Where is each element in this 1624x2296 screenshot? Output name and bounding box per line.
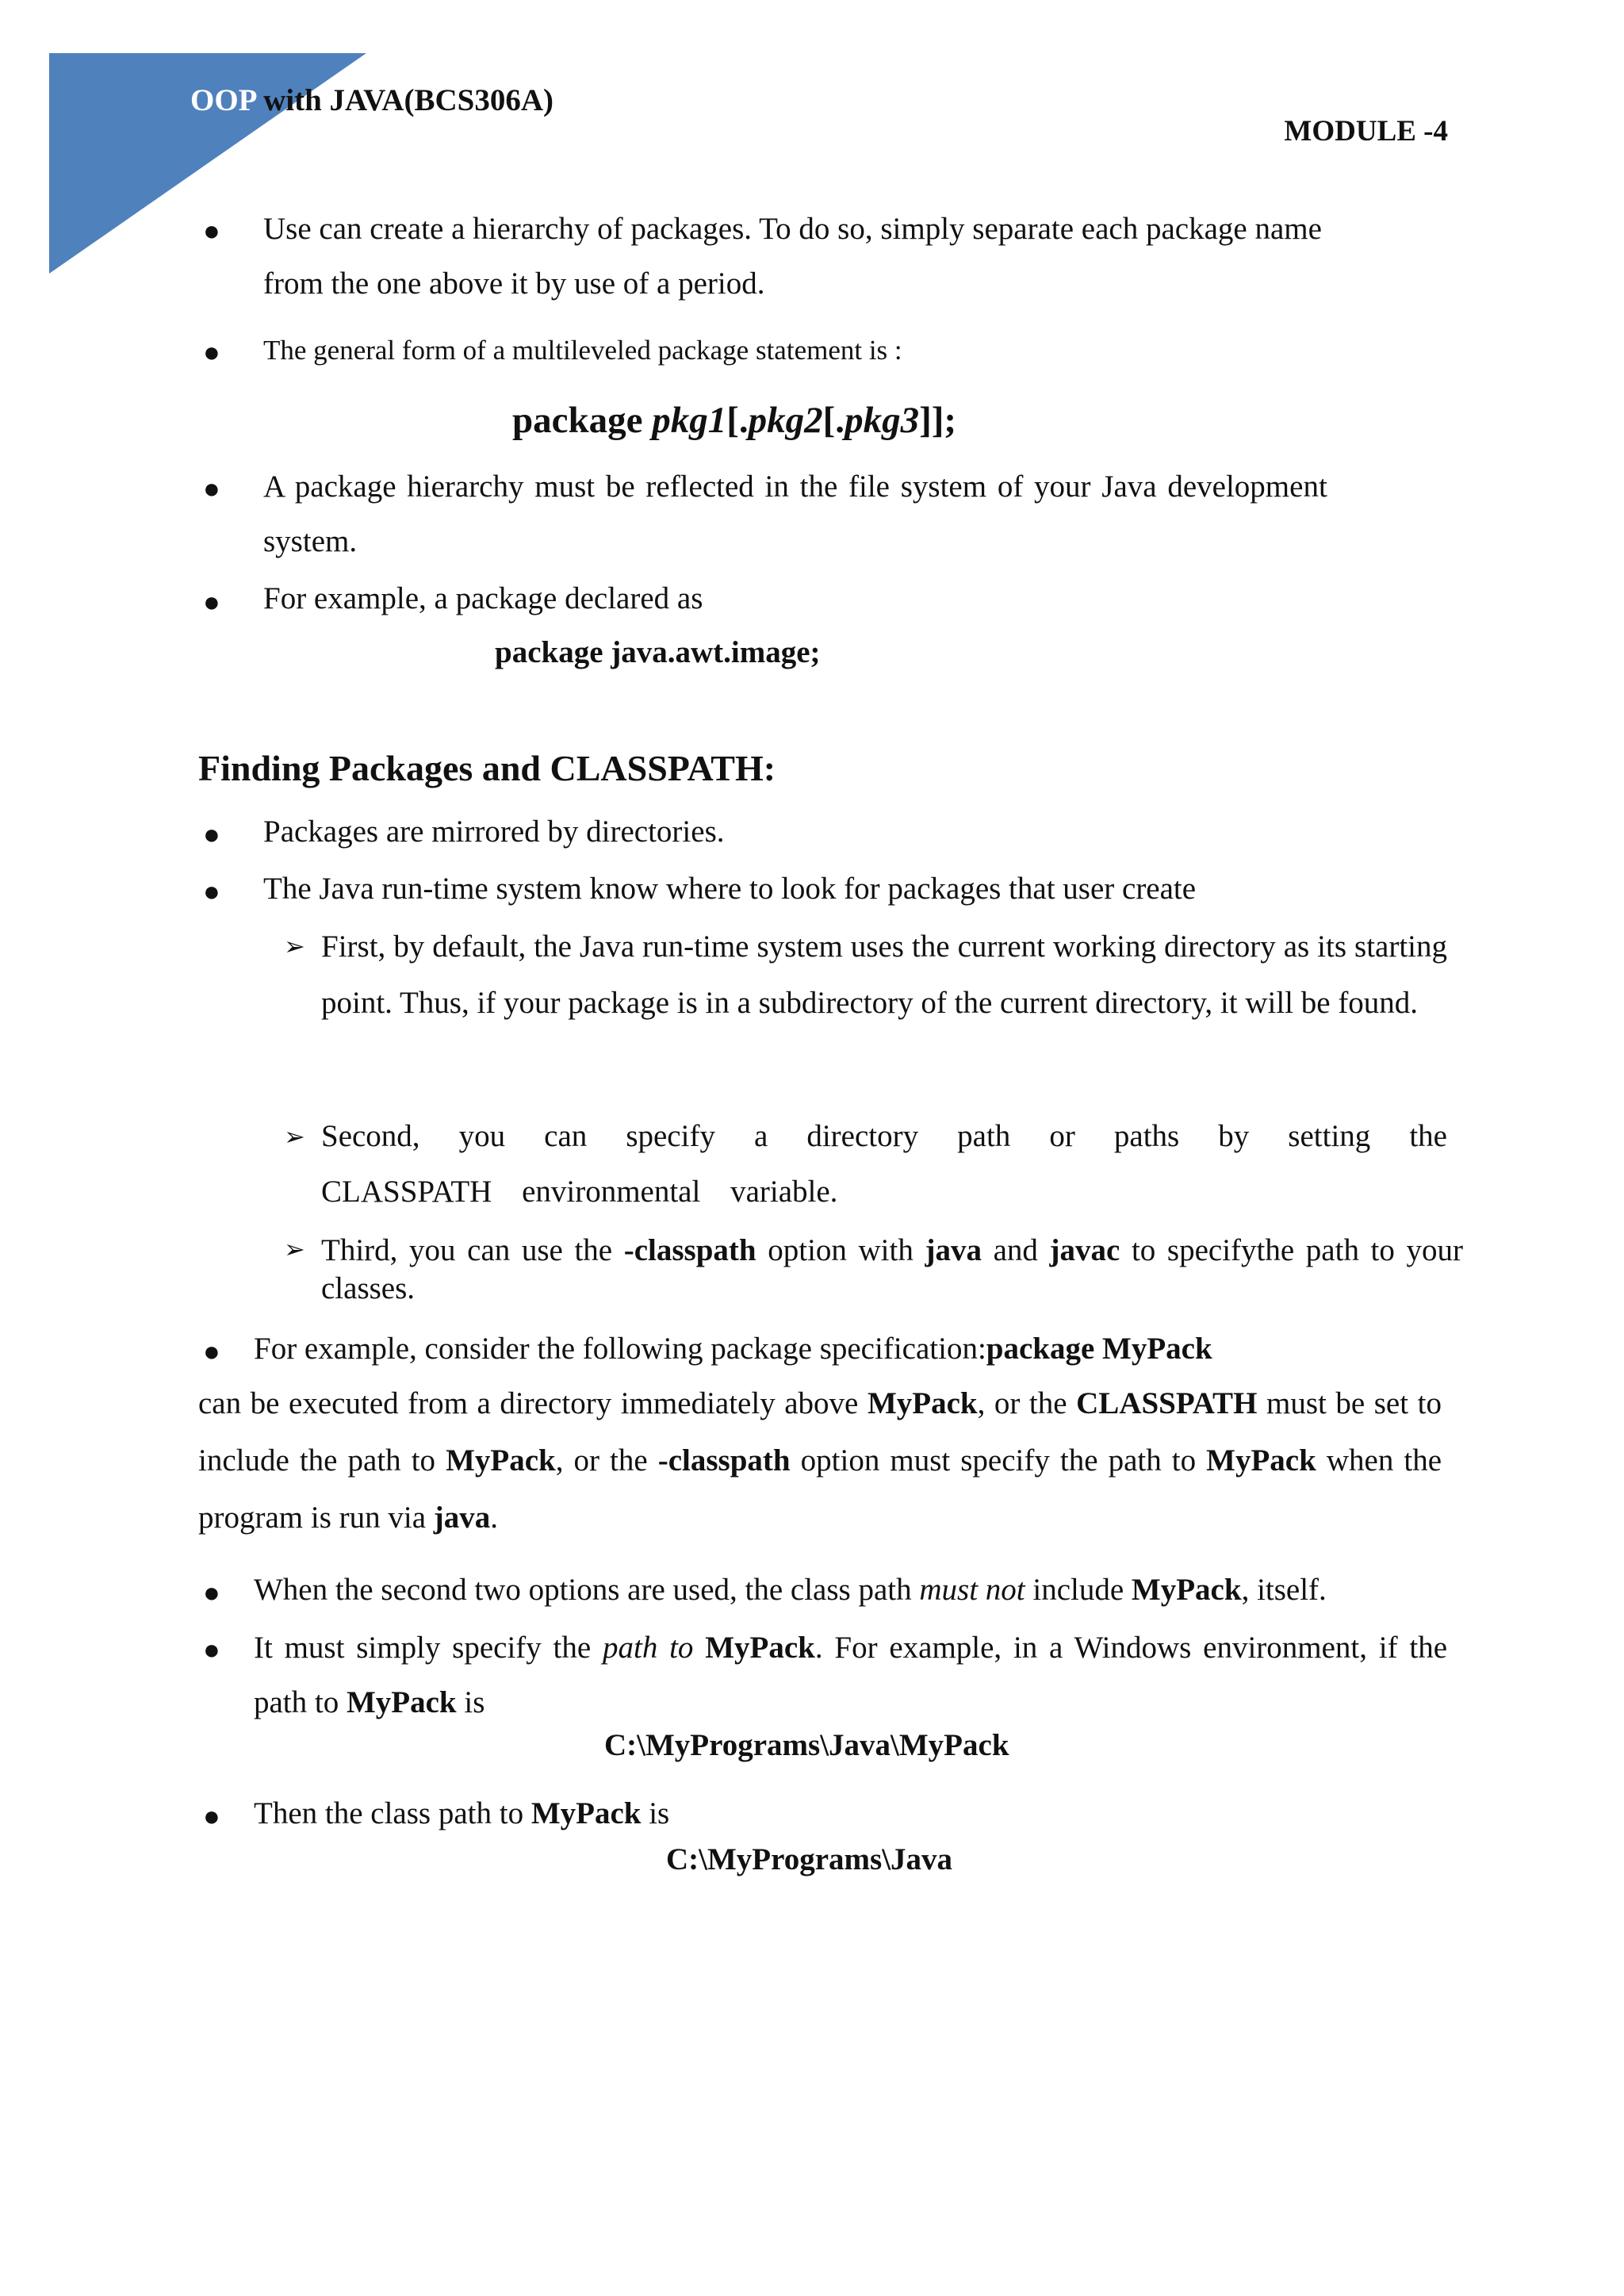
bullet-icon: ● — [203, 215, 220, 247]
paragraph: can be executed from a directory immediately above MyPack, or the CLASSPATH must be set to include the path to MyPack, or the -classpath option must specify the path to MyPack when the program is run via java. — [198, 1386, 1442, 1535]
sub-item-text: Second, you can specify a directory path or paths by setting the CLASSPATH environmental variable. — [321, 1119, 1447, 1209]
bullet-text: Use can create a hierarchy of packages. To do so, simply separate each package name from the one above it by use of a period. — [263, 212, 1322, 301]
bullet-text: When the second two options are used, the class path must not include MyPack, itself. — [254, 1573, 1327, 1607]
bullet-text: For example, a package declared as — [263, 581, 703, 615]
bullet-text: It must simply specify the path to MyPack. For example, in a Windows environment, if the path to MyPack is — [254, 1631, 1448, 1719]
bullet-text: A package hierarchy must be reflected in the file system of your Java development system. — [263, 470, 1327, 558]
classpath-example: C:\MyPrograms\Java — [666, 1842, 953, 1876]
bullet-icon: ● — [203, 336, 220, 368]
sub-item-text: First, by default, the Java run-time system uses the current working directory as its starting point. Thus, if your package is in a subdirectory of the current directory, it will be found. — [321, 930, 1447, 1020]
bullet-text: Packages are mirrored by directories. — [263, 815, 725, 849]
path-example: C:\MyPrograms\Java\MyPack — [604, 1728, 1009, 1762]
bullet-text: Then the class path to MyPack is — [254, 1796, 670, 1830]
example-declaration: package java.awt.image; — [495, 635, 821, 669]
package-syntax: package pkg1[.pkg2[.pkg3]]; — [512, 400, 957, 441]
bullet-text: For example, consider the following package specification:package MyPack — [254, 1332, 1212, 1366]
bullet-icon: ● — [203, 1336, 220, 1367]
bullet-icon: ● — [203, 818, 220, 850]
bullet-icon: ● — [203, 1577, 220, 1608]
course-title: OOP with JAVA(BCS306A) — [190, 83, 553, 117]
bullet-icon: ● — [203, 1800, 220, 1832]
arrow-bullet-icon: ➢ — [284, 932, 305, 960]
bullet-icon: ● — [203, 586, 220, 618]
bullet-text: The Java run-time system know where to look for packages that user create — [263, 872, 1197, 906]
arrow-bullet-icon: ➢ — [284, 1122, 305, 1151]
section-heading: Finding Packages and CLASSPATH: — [198, 748, 776, 788]
sub-item-text: Third, you can use the -classpath option with java and javac to specifythe path to your classes. — [321, 1233, 1464, 1305]
bullet-icon: ● — [203, 473, 220, 504]
bullet-icon: ● — [203, 1634, 220, 1665]
arrow-bullet-icon: ➢ — [284, 1235, 305, 1263]
bullet-icon: ● — [203, 876, 220, 907]
bullet-text: The general form of a multileveled package statement is : — [263, 335, 902, 366]
module-label: MODULE -4 — [1284, 115, 1448, 148]
